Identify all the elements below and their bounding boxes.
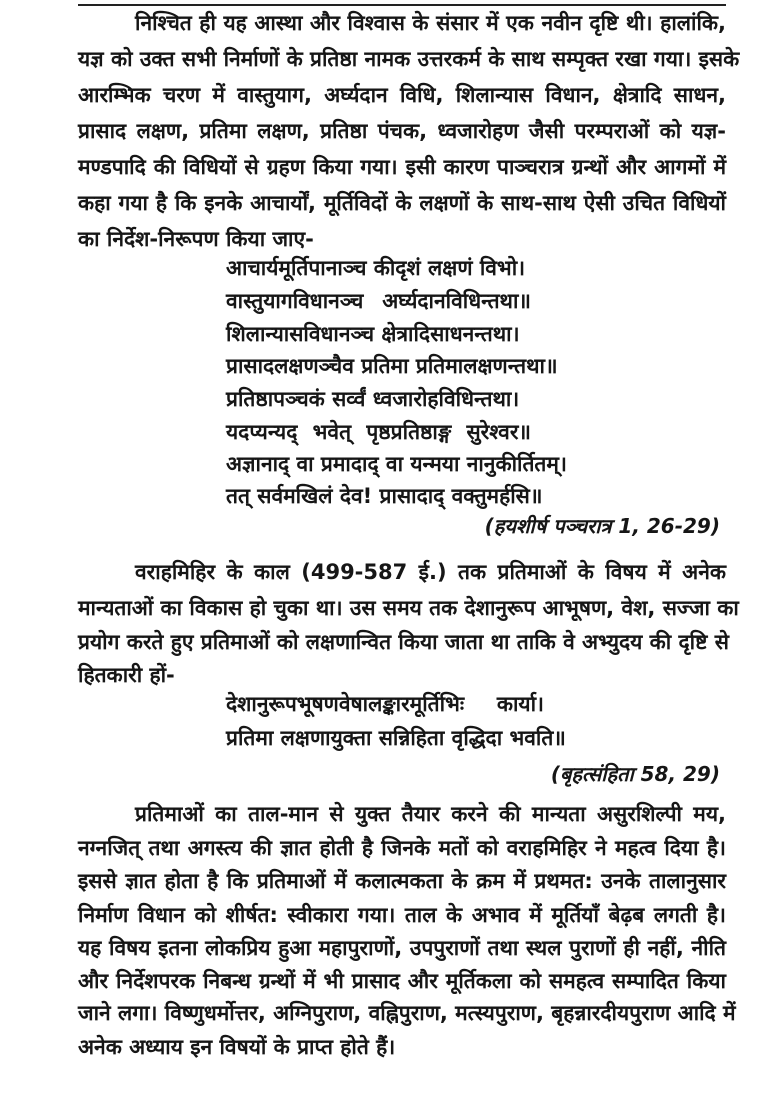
verse-line: आचार्यमूर्तिपानाञ्च कीदृशं लक्षणं विभो। <box>226 256 526 280</box>
paragraph-1-line: मण्डपादि की विधियों से ग्रहण किया गया। इसी कारण पाञ्चरात्र ग्रन्थों और आगमों में <box>78 155 726 179</box>
verse-citation: (हयशीर्ष पञ्चरात्र 1, 26-29) <box>484 514 720 538</box>
verse-line: वास्तुयागविधानञ्च अर्घ्यदानविधिन्तथा॥ <box>226 289 531 313</box>
verse-citation: (बृहत्संहिता 58, 29) <box>550 762 720 786</box>
paragraph-1-line: प्रासाद लक्षण, प्रतिमा लक्षण, प्रतिष्ठा पंचक, ध्वजारोहण जैसी परम्पराओं को यज्ञ- <box>78 119 726 143</box>
verse-line: यदप्यन्यद् भवेत् पृष्ठप्रतिष्ठाङ्ग सुरेश्वर॥ <box>226 420 531 444</box>
paragraph-3-line: जाने लगा। विष्णुधर्मोत्तर, अग्निपुराण, वह्निपुराण, मत्स्यपुराण, बृहन्नारदीयपुराण आदि में <box>78 1001 736 1025</box>
paragraph-3-line: प्रतिमाओं का ताल-मान से युक्त तैयार करने की मान्यता असुरशिल्पी मय, <box>135 802 726 826</box>
paragraph-3-line: यह विषय इतना लोकप्रिय हुआ महापुराणों, उपपुराणों तथा स्थल पुराणों ही नहीं, नीति <box>78 936 726 960</box>
paragraph-1-line: निश्चित ही यह आस्था और विश्वास के संसार में एक नवीन दृष्टि थी। हालांकि, <box>135 11 726 35</box>
paragraph-2-line: हितकारी हों- <box>78 663 175 687</box>
verse-line: देशानुरूपभूषणवेषालङ्कारमूर्तिभिः कार्या। <box>226 692 544 716</box>
paragraph-3-line: और निर्देशपरक निबन्ध ग्रन्थों में भी प्रासाद और मूर्तिकला को समहत्व सम्पादित किया <box>78 969 726 993</box>
paragraph-2-line: प्रयोग करते हुए प्रतिमाओं को लक्षणान्वित किया जाता था ताकि वे अभ्युदय की दृष्टि से <box>78 630 729 654</box>
paragraph-1-line: आरम्भिक चरण में वास्तुयाग, अर्घ्यदान विधि, शिलान्यास विधान, क्षेत्रादि साधन, <box>78 83 726 107</box>
paragraph-3-line: इससे ज्ञात होता है कि प्रतिमाओं में कलात्मकता के क्रम में प्रथमत: उनके तालानुसार <box>78 869 726 893</box>
verse-line: शिलान्यासविधानञ्च क्षेत्रादिसाधनन्तथा। <box>226 322 520 346</box>
verse-line: प्रतिष्ठापञ्चकं सर्व्वं ध्वजारोहविधिन्तथा। <box>226 387 520 411</box>
paragraph-1-line: यज्ञ को उक्त सभी निर्माणों के प्रतिष्ठा नामक उत्तरकर्म के साथ सम्पृक्त रखा गया। इसके <box>78 47 740 71</box>
verse-line: अज्ञानाद् वा प्रमादाद् वा यन्मया नानुकीर्तितम्। <box>226 452 567 476</box>
paragraph-3-line: नग्नजित् तथा अगस्त्य की ज्ञात होती है जिनके मतों को वराहमिहिर ने महत्व दिया है। <box>78 836 726 860</box>
paragraph-3-line: अनेक अध्याय इन विषयों के प्राप्त होते हैं। <box>78 1035 396 1059</box>
paragraph-3-line: निर्माण विधान को शीर्षत: स्वीकारा गया। ताल के अभाव में मूर्तियाँ बेढ़ब लगती है। <box>78 903 726 927</box>
verse-line: प्रतिमा लक्षणायुक्ता सन्निहिता वृद्धिदा भवति॥ <box>226 726 566 750</box>
verse-line: प्रासादलक्षणञ्चैव प्रतिमा प्रतिमालक्षणन्तथा॥ <box>226 354 558 378</box>
verse-line: तत् सर्वमखिलं देव! प्रासादाद् वक्तुमर्हसि॥ <box>226 484 543 508</box>
paragraph-1-line: का निर्देश-निरूपण किया जाए- <box>78 227 314 251</box>
top-rule <box>78 4 726 6</box>
paragraph-2-line: मान्यताओं का विकास हो चुका था। उस समय तक देशानुरूप आभूषण, वेश, सज्जा का <box>78 596 739 620</box>
paragraph-2-line: वराहमिहिर के काल (499-587 ई.) तक प्रतिमाओं के विषय में अनेक <box>135 560 726 584</box>
paragraph-1-line: कहा गया है कि इनके आचार्यों, मूर्तिविदों के लक्षणों के साथ-साथ ऐसी उचित विधियों <box>78 191 726 215</box>
